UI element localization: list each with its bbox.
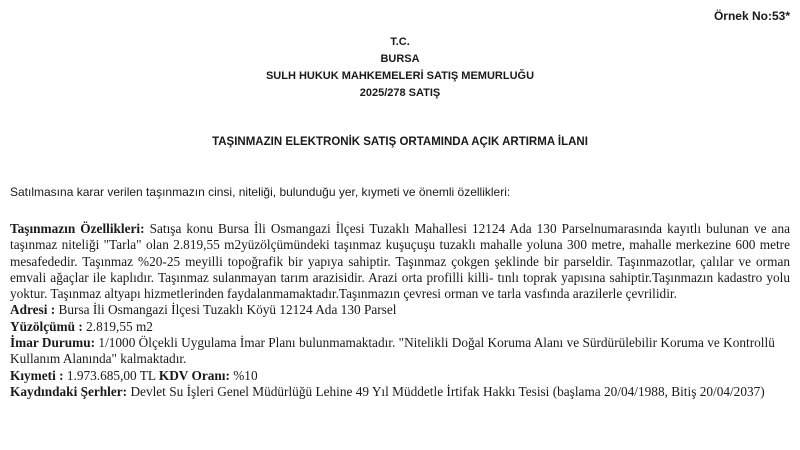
value-label: Kıymeti : xyxy=(10,367,64,383)
sample-number: Örnek No:53* xyxy=(713,9,790,23)
header-line-tc: T.C. xyxy=(390,36,410,48)
property-details xyxy=(10,221,790,400)
property-features-label: Taşınmazın Özellikleri: xyxy=(10,221,145,236)
area-value: 2.819,55 m2 xyxy=(86,318,153,334)
address-value: Bursa İli Osmangazi İlçesi Tuzaklı Köyü 12124 Ada 130 Parsel xyxy=(58,302,397,318)
value-amount: 1.973.685,00 TL xyxy=(66,367,156,383)
annotations-value: Devlet Su İşleri Genel Müdürlüğü Lehine 49 Yıl Müddetle İrtifak Hakkı Tesisi (başlama 20/04/1988, Bitiş 20/04/2037) xyxy=(130,383,765,399)
announcement-title: TAŞINMAZIN ELEKTRONİK SATIŞ ORTAMINDA AÇIK ARTIRMA İLANI xyxy=(212,136,588,148)
address-row xyxy=(10,302,790,318)
property-features xyxy=(10,221,790,302)
property-features-text: Satışa konu Bursa İli Osmangazi İlçesi Tuzaklı Mahallesi 12124 Ada 130 Parselnumarasında kayıtlı bulunan ve ana taşınmaz niteliği "Tarla" olan 2.819,55 m2yüzölçümündeki taşınmaz kuşuçuşu tuzaklı mahalle yoluna 300 metre, mahalle merkezine 600 metre mesafededir. Taşınmaz %20-25 meyilli topoğrafik bir yapıya sahiptir. Taşınmaz çokgen şeklinde bir parseldir. Taşınmazotlar, çalılar ve orman emvali ağaçlar ile kaplıdır. Taşınmaz sulanmayan tarım arazisidir. Arazi orta profilli killi- tınlı toprak yapısına sahiptir.Taşınmazın kadastro yolu yoktur. Taşınmaz altyapı hizmetlerinden faydalanmamaktadır.Taşınmazın çevresi orman ve tarla vasfında arazilerle çevrilidir. xyxy=(10,221,790,302)
vat-value: %10 xyxy=(233,367,258,383)
zoning-row xyxy=(10,335,790,368)
document-header xyxy=(0,34,800,102)
annotations-label: Kaydındaki Şerhler: xyxy=(10,383,128,399)
value-row xyxy=(10,368,790,384)
header-line-office: SULH HUKUK MAHKEMELERİ SATIŞ MEMURLUĞU xyxy=(265,70,535,82)
zoning-value: 1/1000 Ölçekli Uygulama İmar Planı bulunmamaktadır. "Nitelikli Doğal Koruma Alanı ve Sürdürülebilir Koruma ve Kontrollü Kullanım Alanında" kalmaktadır. xyxy=(10,335,775,367)
vat-label: KDV Oranı: xyxy=(158,367,230,383)
address-label: Adresi : xyxy=(10,302,56,318)
header-line-case: 2025/278 SATIŞ xyxy=(359,87,441,99)
intro-text: Satılmasına karar verilen taşınmazın cinsi, niteliği, bulunduğu yer, kıymeti ve önemli özellikleri: xyxy=(10,185,511,199)
area-label: Yüzölçümü : xyxy=(10,318,83,334)
zoning-label: İmar Durumu: xyxy=(10,335,96,351)
annotations-row xyxy=(10,384,790,400)
header-line-city: BURSA xyxy=(380,53,420,65)
area-row xyxy=(10,319,790,335)
